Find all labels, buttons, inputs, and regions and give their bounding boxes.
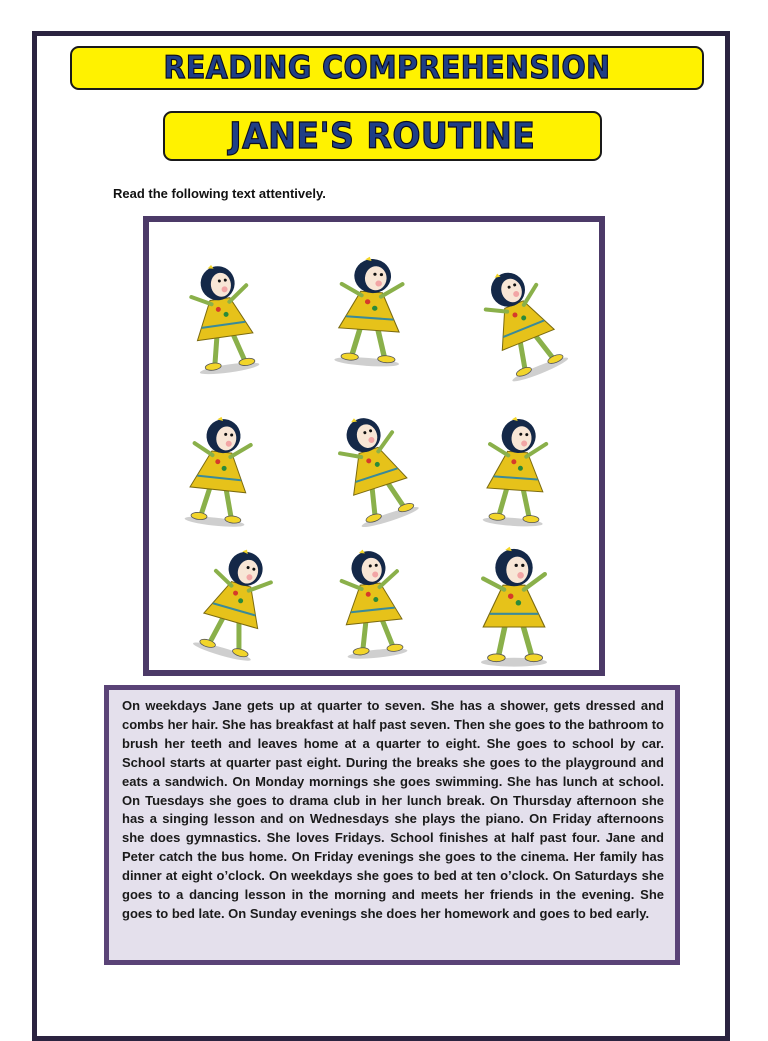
girl-pose-8 (337, 546, 408, 661)
girl-pose-3 (473, 261, 569, 385)
girl-pose-6 (482, 415, 549, 528)
illustration-frame (143, 216, 605, 676)
sub-title: JANE'S ROUTINE (229, 115, 536, 157)
main-title-banner (70, 46, 704, 90)
reading-passage: On weekdays Jane gets up at quarter to seven. She has a shower, gets dressed and combs her hair. She has breakfast at half past seven. Then she goes to the bathroom to brush her teeth and leaves home at a quarter to eight. She goes to school by car. School starts at quarter past eight. During the breaks she goes to the playground and eats a sandwich. On Monday mornings she goes swimming. She has lunch at school. On Tuesdays she goes to drama club in her lunch break. On Thursday afternoon she has a singing lesson and on Wednesdays she plays the piano. On Friday afternoons she does gymnastics. She loves Fridays. School finishes at half past four. Jane and Peter catch the bus home. On Friday evenings she goes to the cinema. Her family has dinner at eight o’clock. On weekdays she goes to bed at ten o’clock. On Saturdays she goes to a dancing lesson in the morning and meets her friends in the evening. She goes to bed late. On Sunday evenings she does her homework and goes to bed early. (122, 698, 664, 921)
girl-pose-1 (185, 260, 260, 376)
reading-passage-box (104, 685, 680, 965)
girl-pose-9 (481, 547, 547, 667)
girl-pose-7 (192, 542, 280, 663)
main-title: READING COMPREHENSION (163, 50, 611, 86)
dancing-girl-illustration (149, 222, 599, 670)
girl-pose-4 (184, 414, 255, 529)
sub-title-banner (163, 111, 602, 161)
girl-pose-5 (329, 408, 420, 530)
girl-pose-2 (334, 255, 406, 368)
instruction-text: Read the following text attentively. (113, 186, 326, 201)
